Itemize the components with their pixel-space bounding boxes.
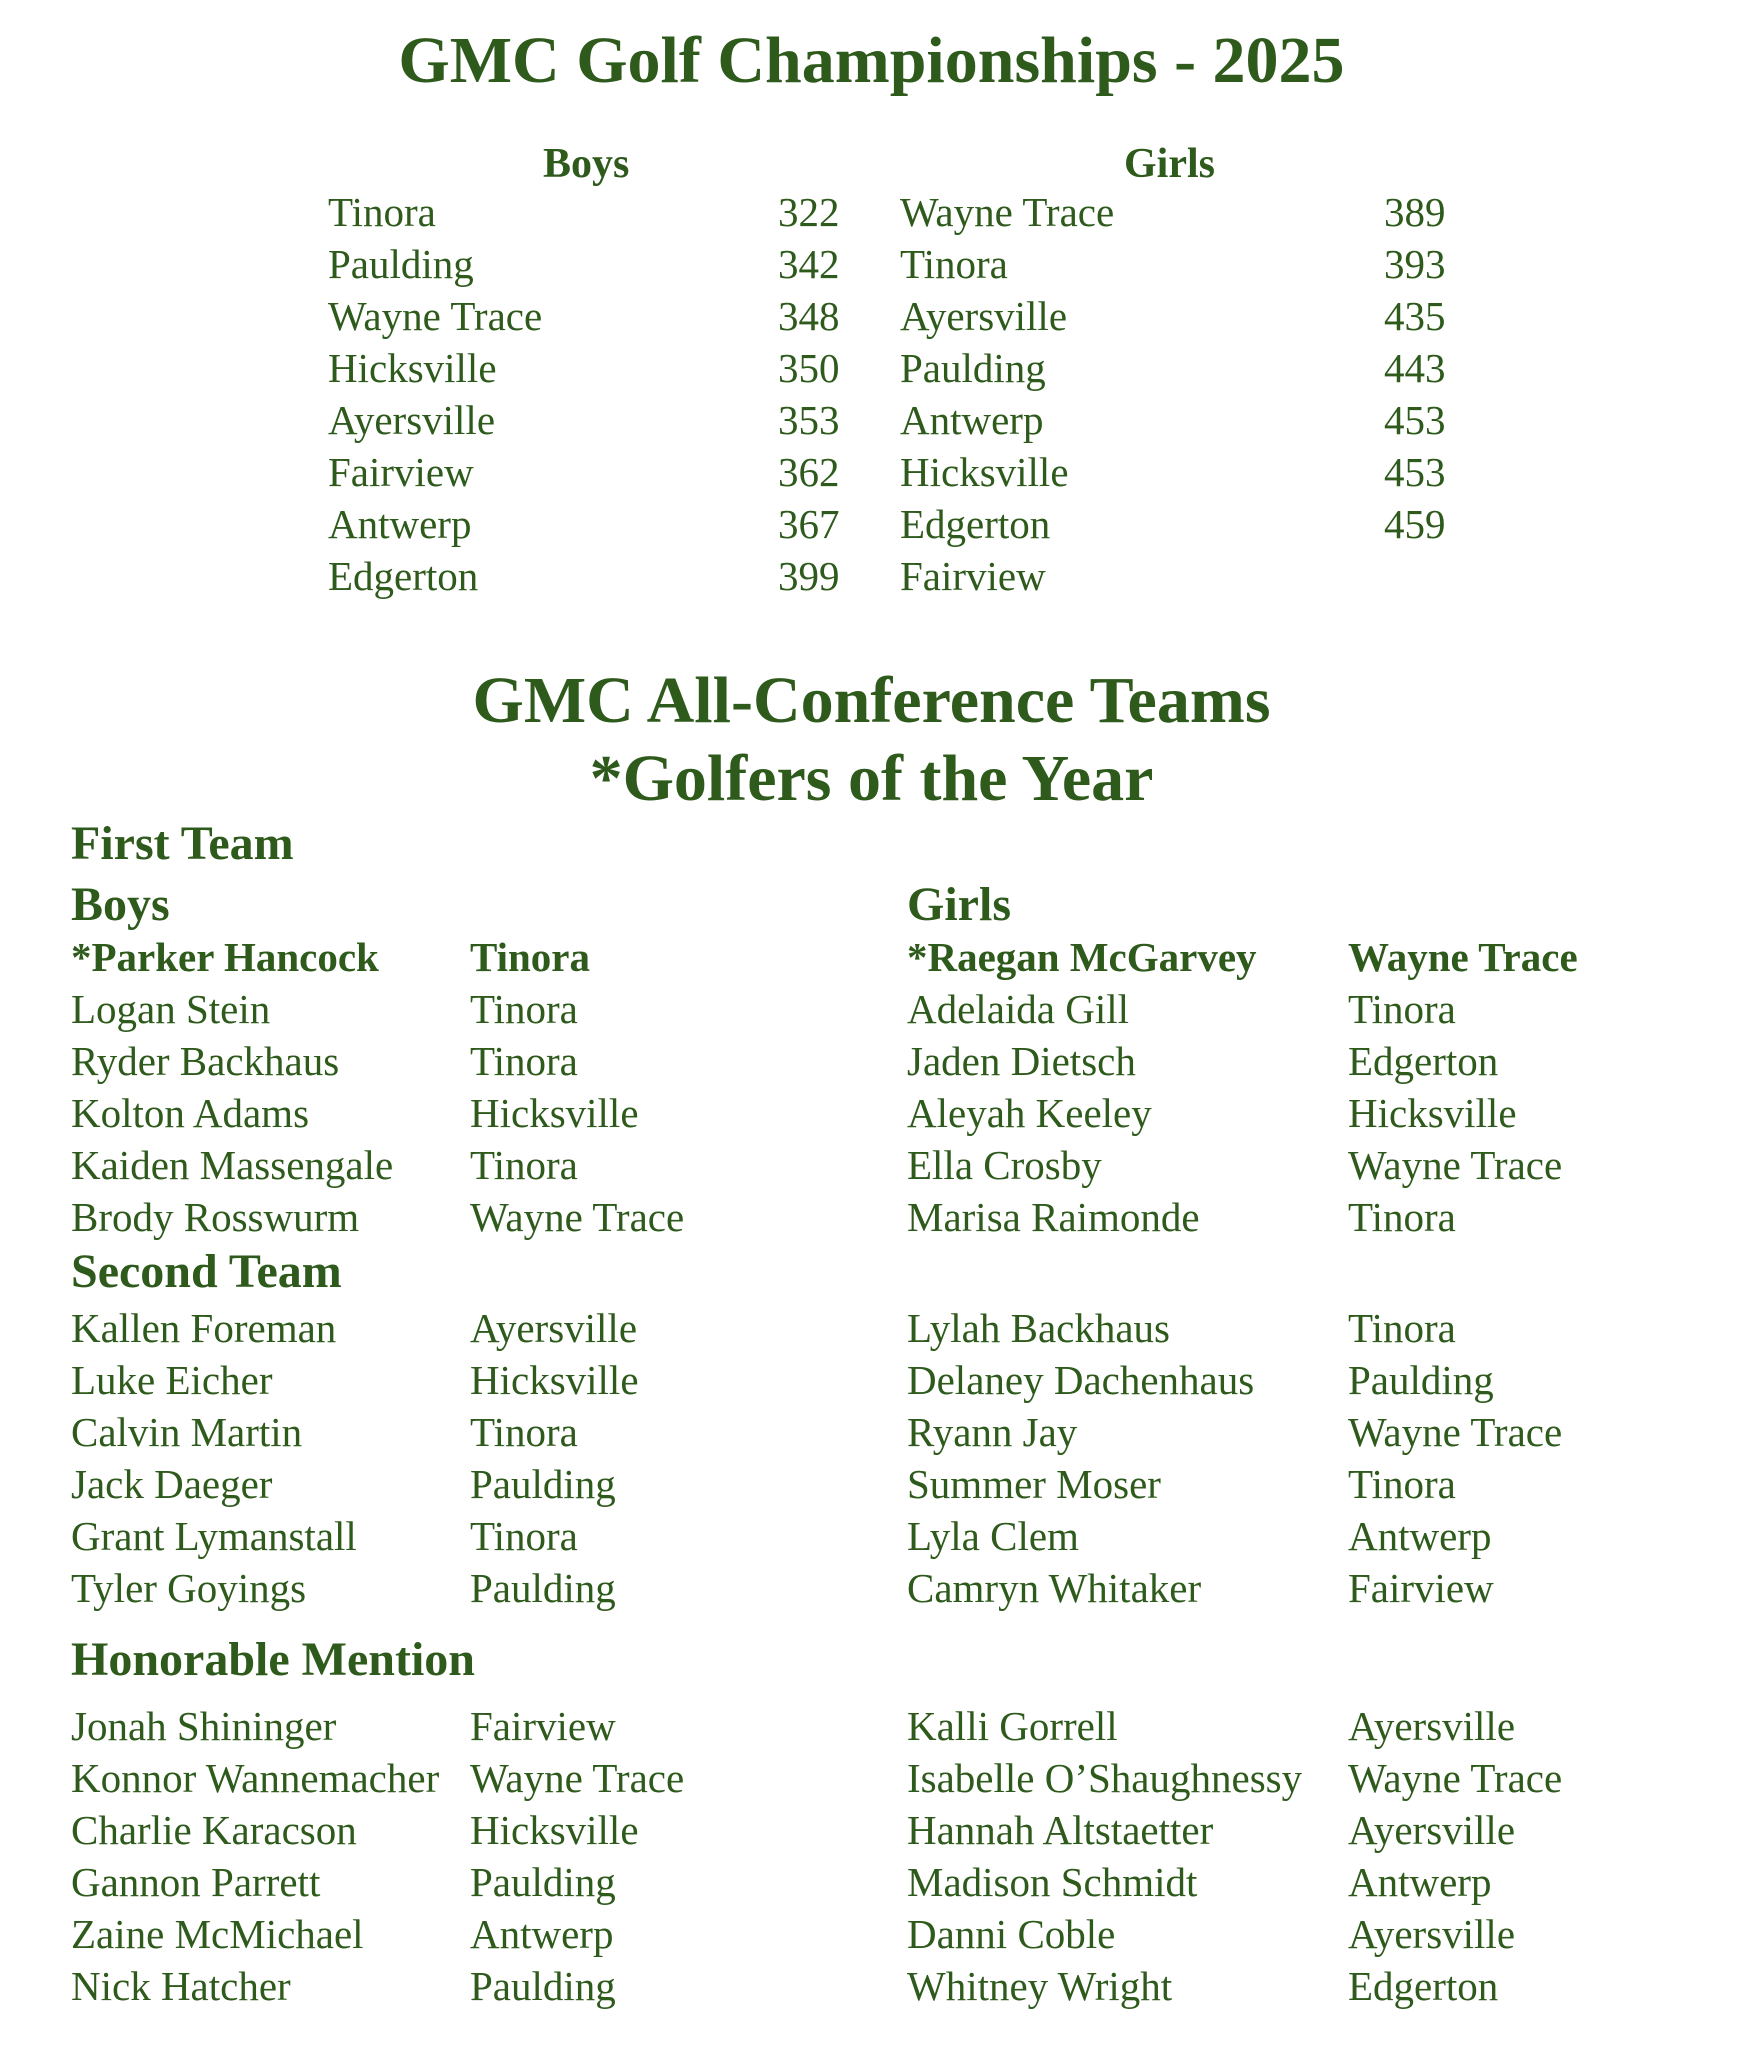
player-name: Hannah Altstaetter — [907, 1807, 1214, 1853]
team-name: Antwerp — [900, 397, 1044, 443]
player-school: Edgerton — [1348, 1963, 1499, 2009]
player-school: Hicksville — [470, 1357, 639, 1403]
player-school: Paulding — [470, 1461, 616, 1507]
team-score: 322 — [778, 189, 840, 235]
player-name: Charlie Karacson — [71, 1807, 357, 1853]
player-name: Ryann Jay — [907, 1409, 1078, 1455]
girls-results-heading: Girls — [1124, 141, 1215, 187]
team-score: 389 — [1384, 189, 1446, 235]
player-school: Paulding — [470, 1963, 616, 2009]
team-name: Ayersville — [900, 293, 1068, 339]
player-school: Wayne Trace — [470, 1755, 685, 1801]
golfers-of-year-subtitle: *Golfers of the Year — [589, 742, 1154, 815]
honorable-mention-label: Honorable Mention — [71, 1633, 475, 1686]
player-name: Danni Coble — [907, 1911, 1116, 1957]
player-school: Tinora — [470, 1038, 578, 1084]
player-school: Wayne Trace — [1348, 1755, 1563, 1801]
team-name: Wayne Trace — [900, 189, 1115, 235]
page-title: GMC Golf Championships - 2025 — [398, 24, 1345, 97]
team-name: Edgerton — [328, 553, 479, 599]
player-name: Ella Crosby — [907, 1142, 1102, 1188]
player-school: Hicksville — [1348, 1090, 1517, 1136]
player-school: Tinora — [1348, 1461, 1456, 1507]
player-school: Paulding — [470, 1565, 616, 1611]
team-name: Edgerton — [900, 501, 1051, 547]
player-name: Gannon Parrett — [71, 1859, 321, 1905]
player-school: Edgerton — [1348, 1038, 1499, 1084]
player-school: Tinora — [1348, 1194, 1456, 1240]
player-name: Tyler Goyings — [71, 1565, 307, 1611]
player-school: Fairview — [1348, 1565, 1494, 1611]
player-school: Wayne Trace — [1348, 1142, 1563, 1188]
player-name: Marisa Raimonde — [907, 1194, 1200, 1240]
player-school: Ayersville — [470, 1305, 638, 1351]
player-name: Whitney Wright — [907, 1963, 1173, 2009]
first-team-label: First Team — [71, 817, 294, 870]
player-school: Paulding — [1348, 1357, 1494, 1403]
team-score: 453 — [1384, 449, 1446, 495]
player-name: Kalli Gorrell — [907, 1703, 1118, 1749]
team-name: Fairview — [900, 553, 1046, 599]
player-name: Kallen Foreman — [71, 1305, 337, 1351]
player-name: Adelaida Gill — [907, 986, 1130, 1032]
boys-label: Boys — [71, 878, 170, 931]
team-name: Fairview — [328, 449, 474, 495]
second-team-label: Second Team — [71, 1245, 342, 1298]
player-school: Hicksville — [470, 1807, 639, 1853]
team-name: Ayersville — [328, 397, 496, 443]
player-school: Wayne Trace — [1348, 1409, 1563, 1455]
player-name: Zaine McMichael — [71, 1911, 364, 1957]
player-name: Konnor Wannemacher — [71, 1755, 440, 1801]
player-name: Calvin Martin — [71, 1409, 303, 1455]
player-name: Jack Daeger — [71, 1461, 273, 1507]
team-score: 350 — [778, 345, 840, 391]
team-score: 342 — [778, 241, 840, 287]
player-name: Isabelle O’Shaughnessy — [907, 1755, 1303, 1801]
player-name: Nick Hatcher — [71, 1963, 291, 2009]
team-name: Tinora — [900, 241, 1008, 287]
team-score: 348 — [778, 293, 840, 339]
boys-results-heading: Boys — [543, 141, 630, 187]
team-score: 367 — [778, 501, 840, 547]
team-name: Paulding — [900, 345, 1046, 391]
team-name: Paulding — [328, 241, 474, 287]
player-school: Ayersville — [1348, 1703, 1516, 1749]
team-name: Antwerp — [328, 501, 472, 547]
team-name: Hicksville — [900, 449, 1069, 495]
team-score: 353 — [778, 397, 840, 443]
girls-label: Girls — [907, 878, 1011, 931]
player-name: Brody Rosswurm — [71, 1194, 360, 1240]
team-score: 459 — [1384, 501, 1446, 547]
team-name: Hicksville — [328, 345, 497, 391]
player-school: Paulding — [470, 1859, 616, 1905]
player-school: Tinora — [1348, 1305, 1456, 1351]
player-name: Summer Moser — [907, 1461, 1161, 1507]
all-conference-title: GMC All-Conference Teams — [472, 664, 1271, 737]
player-school: Ayersville — [1348, 1807, 1516, 1853]
player-name: Aleyah Keeley — [907, 1090, 1152, 1136]
team-score: 393 — [1384, 241, 1446, 287]
team-score: 362 — [778, 449, 840, 495]
team-score: 399 — [778, 553, 840, 599]
player-name: Grant Lymanstall — [71, 1513, 357, 1559]
player-school: Tinora — [470, 1513, 578, 1559]
team-score: 435 — [1384, 293, 1446, 339]
player-name: Lyla Clem — [907, 1513, 1079, 1559]
player-school: Tinora — [470, 1409, 578, 1455]
player-name: Kolton Adams — [71, 1090, 310, 1136]
player-name: Madison Schmidt — [907, 1859, 1198, 1905]
player-school: Wayne Trace — [470, 1194, 685, 1240]
player-school: Wayne Trace — [1348, 934, 1578, 980]
player-name: Jonah Shininger — [71, 1703, 337, 1749]
player-school: Tinora — [470, 934, 590, 980]
player-name: Jaden Dietsch — [907, 1038, 1136, 1084]
player-school: Antwerp — [470, 1911, 614, 1957]
player-school: Fairview — [470, 1703, 616, 1749]
player-school: Tinora — [470, 986, 578, 1032]
team-name: Tinora — [328, 189, 436, 235]
player-school: Tinora — [1348, 986, 1456, 1032]
player-name: Ryder Backhaus — [71, 1038, 340, 1084]
team-name: Wayne Trace — [328, 293, 543, 339]
player-name: Camryn Whitaker — [907, 1565, 1202, 1611]
player-school: Antwerp — [1348, 1859, 1492, 1905]
player-school: Ayersville — [1348, 1911, 1516, 1957]
team-score: 443 — [1384, 345, 1446, 391]
player-name: *Raegan McGarvey — [907, 934, 1257, 980]
player-name: Lylah Backhaus — [907, 1305, 1171, 1351]
player-school: Tinora — [470, 1142, 578, 1188]
player-school: Antwerp — [1348, 1513, 1492, 1559]
player-name: Kaiden Massengale — [71, 1142, 394, 1188]
player-school: Hicksville — [470, 1090, 639, 1136]
player-name: Luke Eicher — [71, 1357, 273, 1403]
player-name: Logan Stein — [71, 986, 271, 1032]
player-name: *Parker Hancock — [71, 934, 379, 980]
team-score: 453 — [1384, 397, 1446, 443]
player-name: Delaney Dachenhaus — [907, 1357, 1255, 1403]
